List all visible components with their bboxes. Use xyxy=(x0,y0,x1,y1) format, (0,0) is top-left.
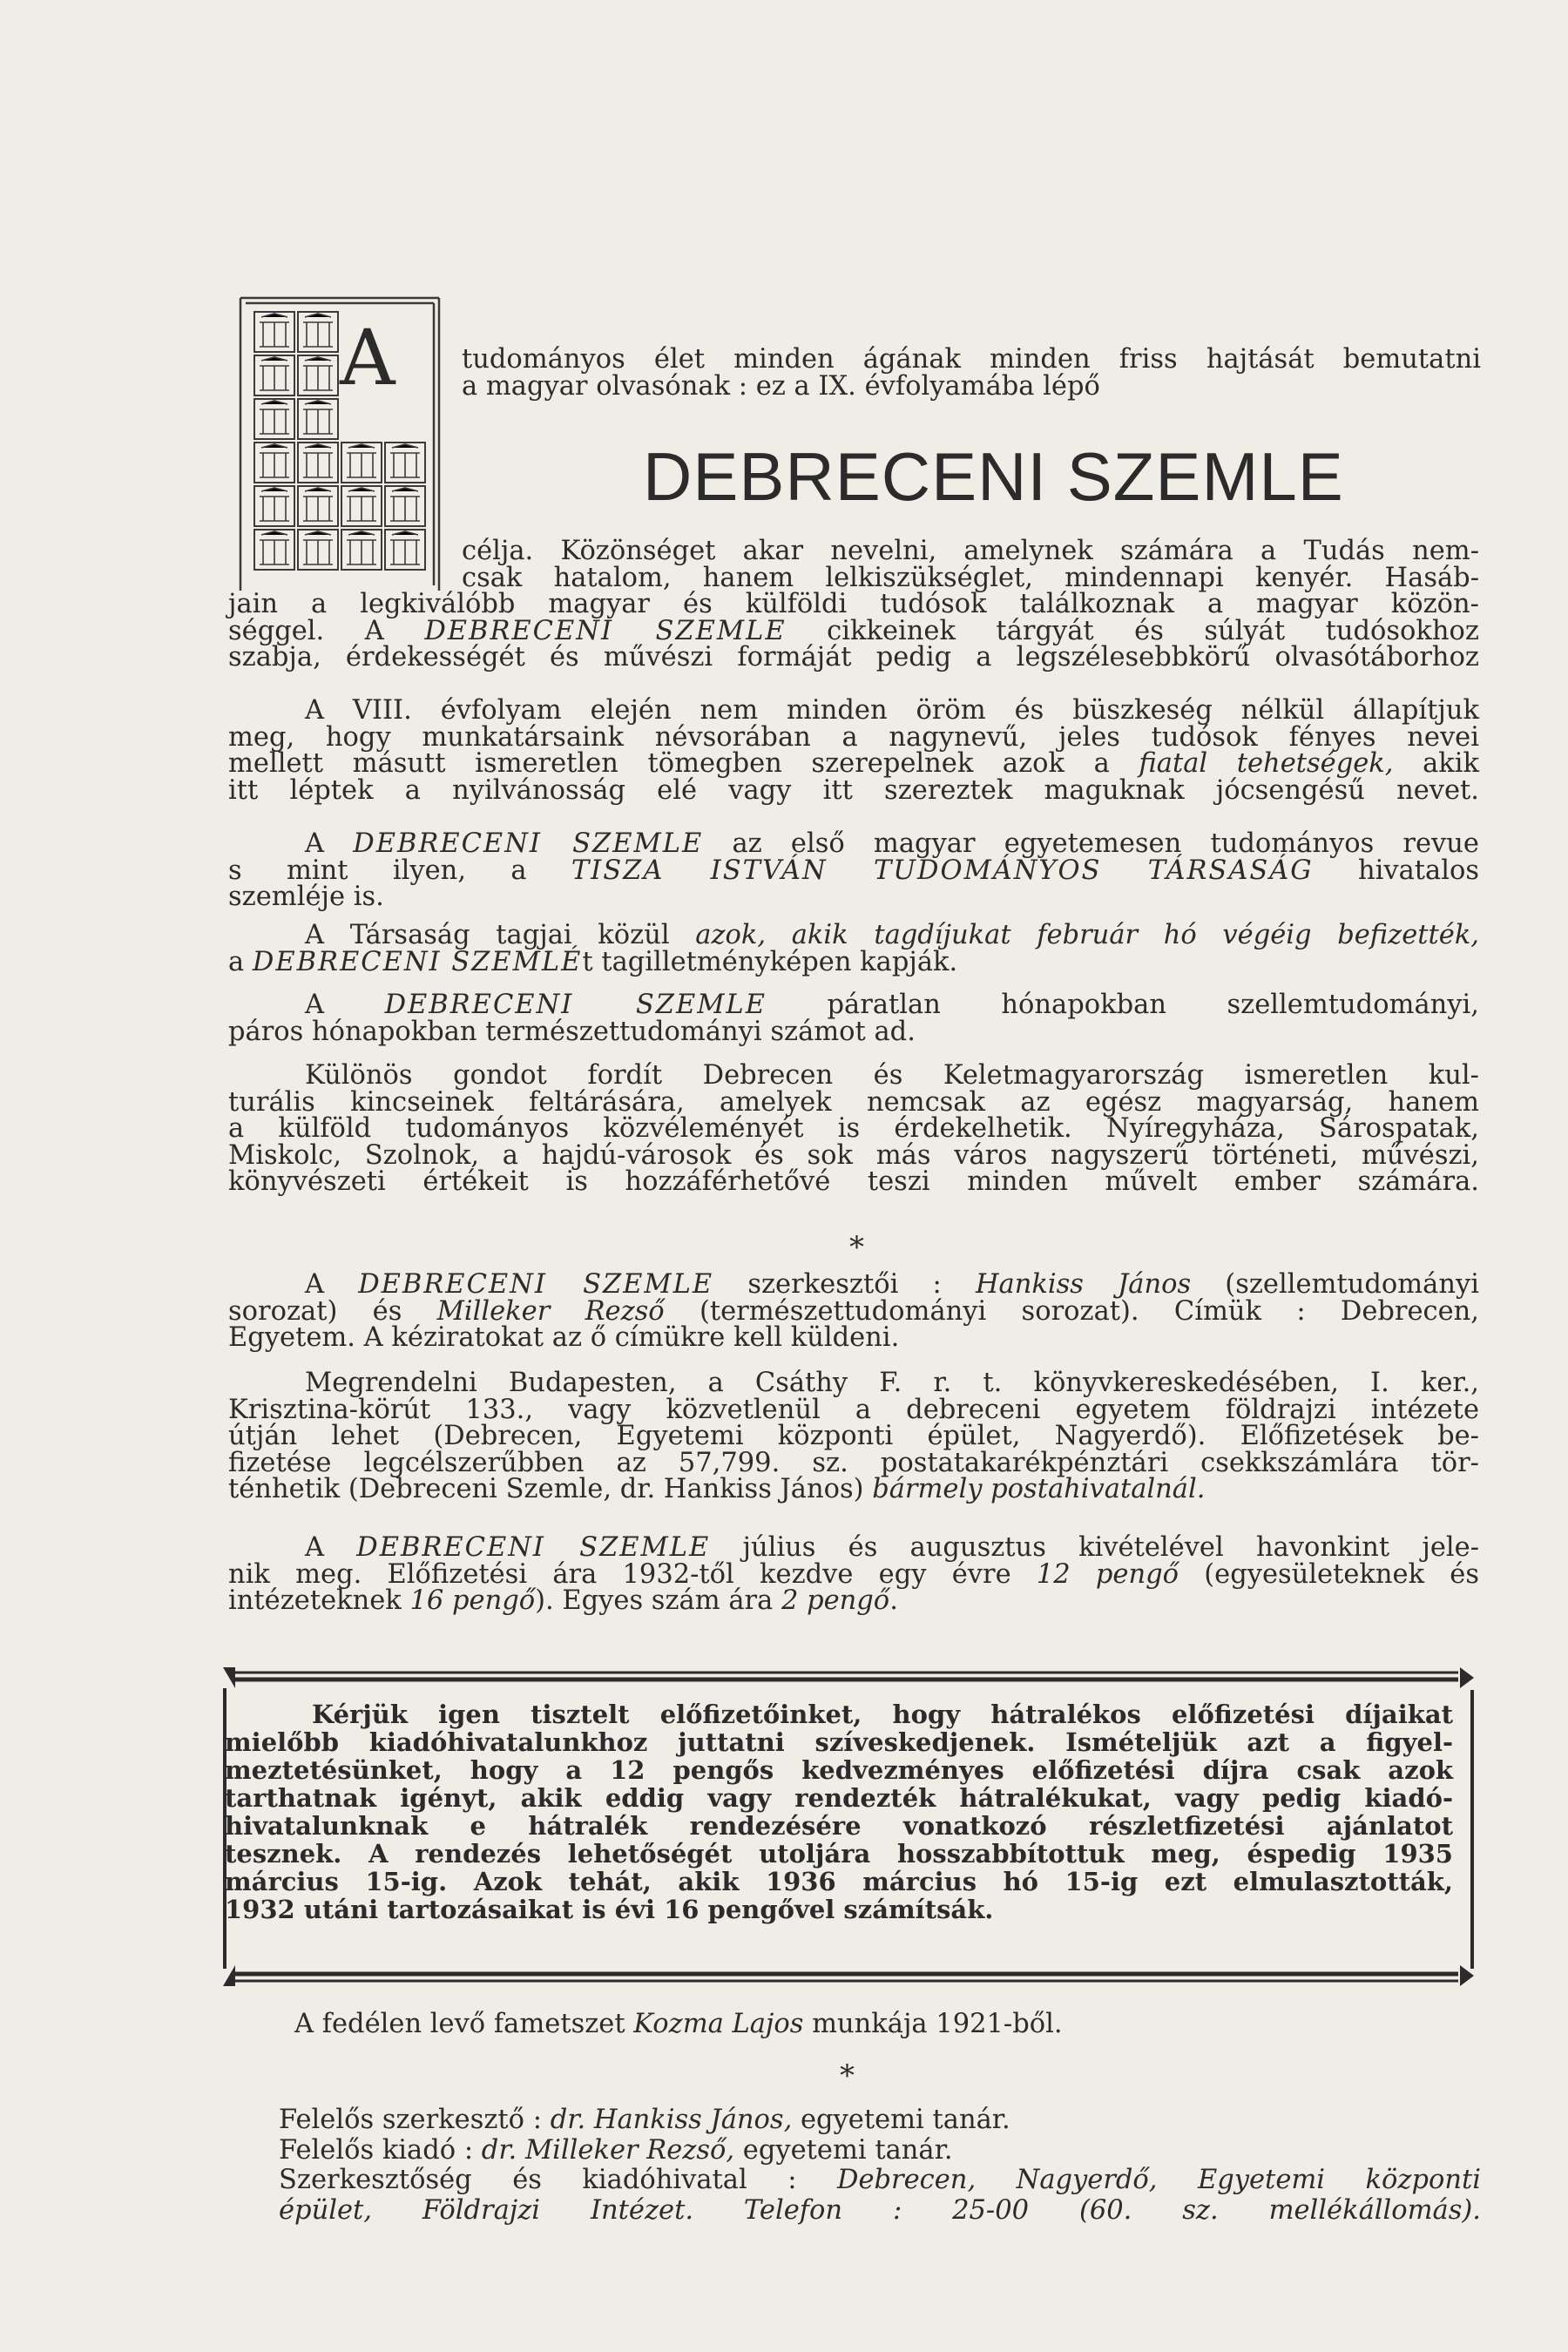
text-line: a DEBRECENI SZEMLÉt tagilletményképen kapják. xyxy=(228,946,958,977)
text-line: itt léptek a nyilvánosság elé vagy itt szereztek maguknak jócsengésű nevet. xyxy=(228,774,1479,806)
page-title: DEBRECENI SZEMLE xyxy=(643,438,1344,515)
imprint-line: épület, Földrajzi Intézet. Telefon : 25-00 (60. sz. mellékállomás). xyxy=(279,2194,1481,2226)
text-line: a külföld tudományos közvéleményét is érdekelhetik. Nyíregyháza, Sárospatak, xyxy=(228,1113,1479,1144)
paragraph-5 xyxy=(228,992,1479,1045)
notice-line: meztetésünket, hogy a 12 pengős kedvezményes előfizetési díjra csak azok xyxy=(225,1755,1453,1785)
text-line: intézeteknek 16 pengő). Egyes szám ára 2 pengő. xyxy=(228,1585,898,1616)
paragraph-4 xyxy=(228,920,1479,977)
text-line: sorozat) és Milleker Rezső (természettudományi sorozat). Címük : Debrecen, xyxy=(228,1295,1479,1327)
text-line: szemléje is. xyxy=(228,882,384,912)
paragraph-9 xyxy=(228,1532,1479,1616)
text-line: nik meg. Előfizetési ára 1932-től kezdve egy évre 12 pengő (egyesületeknek és xyxy=(228,1558,1479,1590)
paragraph-1 xyxy=(228,538,1479,672)
text-line: s mint ilyen, a TISZA ISTVÁN TUDOMÁNYOS TÁRSASÁG hivatalos xyxy=(228,855,1479,886)
imprint-line: Felelős szerkesztő : dr. Hankiss János, egyetemi tanár. xyxy=(279,2105,1010,2135)
text-line: csak hatalom, hanem lelkiszükséglet, mindennapi kenyér. Hasáb- xyxy=(462,562,1479,593)
text-line: Egyetem. A kéziratokat az ő címükre kell küldeni. xyxy=(228,1322,900,1353)
intro-line: tudományos élet minden ágának minden friss hajtását bemutatni xyxy=(462,344,1481,375)
imprint-line: Szerkesztőség és kiadóhivatal : Debrecen, Nagyerdő, Egyetemi központi xyxy=(279,2165,1482,2195)
imprint xyxy=(279,2107,1481,2224)
paragraph-7 xyxy=(228,1269,1479,1353)
text-line: célja. Közönséget akar nevelni, amelynek számára a Tudás nem- xyxy=(462,536,1479,566)
notice-line: mielőbb kiadóhivatalunkhoz juttatni szíveskedjenek. Ismételjük azt a figyel- xyxy=(225,1727,1453,1757)
paragraph-8 xyxy=(228,1370,1479,1504)
intro xyxy=(462,344,1481,402)
text-line: mellett másutt ismeretlen tömegben szerepelnek azok a fiatal tehetségek, akik xyxy=(228,748,1479,779)
notice-line: március 15-ig. Azok tehát, akik 1936 március hó 15-ig ezt elmulasztották, xyxy=(225,1867,1453,1896)
text-line: fizetése legcélszerűbben az 57,799. sz. postatakarékpénztári csekkszámlára tör- xyxy=(228,1447,1479,1478)
text-line: meg, hogy munkatársaink névsorában a nagynevű, jeles tudósok fényes nevei xyxy=(228,721,1479,753)
text-line: páros hónapokban természettudományi számot ad. xyxy=(228,1016,916,1047)
notice-line: hivatalunknak e hátralék rendezésére vonatkozó részletfizetési ajánlatot xyxy=(225,1811,1453,1841)
text-line: A DEBRECENI SZEMLE szerkesztői : Hankiss János (szellemtudományi xyxy=(305,1269,1479,1300)
text-line: A DEBRECENI SZEMLE július és augusztus kivételével havonkint jele- xyxy=(305,1532,1479,1563)
text-line: A Társaság tagjai közül azok, akik tagdíjukat február hó végéig befizették, xyxy=(305,920,1479,950)
text-line: Megrendelni Budapesten, a Csáthy F. r. t. könyvkereskedésében, I. ker., xyxy=(305,1368,1479,1398)
text-line: A DEBRECENI SZEMLE az első magyar egyetemesen tudományos revue xyxy=(305,828,1479,859)
notice-line: tarthatnak igényt, akik eddig vagy rendezték hátralékukat, vagy pedig kiadó- xyxy=(225,1783,1453,1813)
notice-line: 1932 utáni tartozásaikat is évi 16 pengővel számítsák. xyxy=(225,1895,994,1924)
initial-letter: A xyxy=(340,313,395,402)
text-line: Krisztina-körút 133., vagy közvetlenül a debreceni egyetem földrajzi intézete xyxy=(228,1394,1479,1425)
payment-notice xyxy=(225,1700,1453,1923)
paragraph-3 xyxy=(228,828,1479,912)
intro-line: a magyar olvasónak : ez a IX. évfolyamába lépő xyxy=(462,370,1100,402)
imprint-line: Felelős kiadó : dr. Milleker Rezső, egyetemi tanár. xyxy=(279,2134,953,2166)
text-line: séggel. A DEBRECENI SZEMLE cikkeinek tárgyát és súlyát tudósokhoz xyxy=(228,615,1479,646)
separator-star: * xyxy=(849,1230,864,1265)
text-line: turális kincseinek feltárására, amelyek nemcsak az egész magyarság, hanem xyxy=(228,1086,1479,1118)
paragraph-2 xyxy=(228,695,1479,806)
text-line: jain a legkiválóbb magyar és külföldi tudósok találkoznak a magyar közön- xyxy=(228,589,1479,619)
text-line: könyvészeti értékeit is hozzáférhetővé teszi minden művelt ember számára. xyxy=(228,1166,1479,1197)
notice-line: tesznek. A rendezés lehetőségét utoljára hosszabbítottuk meg, éspedig 1935 xyxy=(225,1839,1453,1869)
text-line: A VIII. évfolyam elején nem minden öröm és büszkeség nélkül állapítjuk xyxy=(305,695,1479,726)
text-line: szabja, érdekességét és művészi formáját pedig a legszélesebbkörű olvasótáborhoz xyxy=(228,642,1479,672)
notice-line: Kérjük igen tisztelt előfizetőinket, hogy hátralékos előfizetési díjaikat xyxy=(312,1700,1453,1729)
cover-credit: A fedélen levő fametszet Kozma Lajos munkája 1921-ből. xyxy=(294,2009,1063,2039)
text-line: A DEBRECENI SZEMLE páratlan hónapokban szellemtudományi, xyxy=(305,990,1479,1020)
separator-star: * xyxy=(840,2058,855,2093)
paragraph-6 xyxy=(228,1060,1479,1197)
text-line: Különös gondot fordít Debrecen és Keletmagyarország ismeretlen kul- xyxy=(305,1060,1479,1091)
text-line: útján lehet (Debrecen, Egyetemi központi épület, Nagyerdő). Előfizetések be- xyxy=(228,1421,1479,1451)
text-line: Miskolc, Szolnok, a hajdú-városok és sok más város nagyszerű történeti, művészi, xyxy=(228,1139,1479,1171)
text-line: ténhetik (Debreceni Szemle, dr. Hankiss János) bármely postahivatalnál. xyxy=(228,1474,1206,1504)
